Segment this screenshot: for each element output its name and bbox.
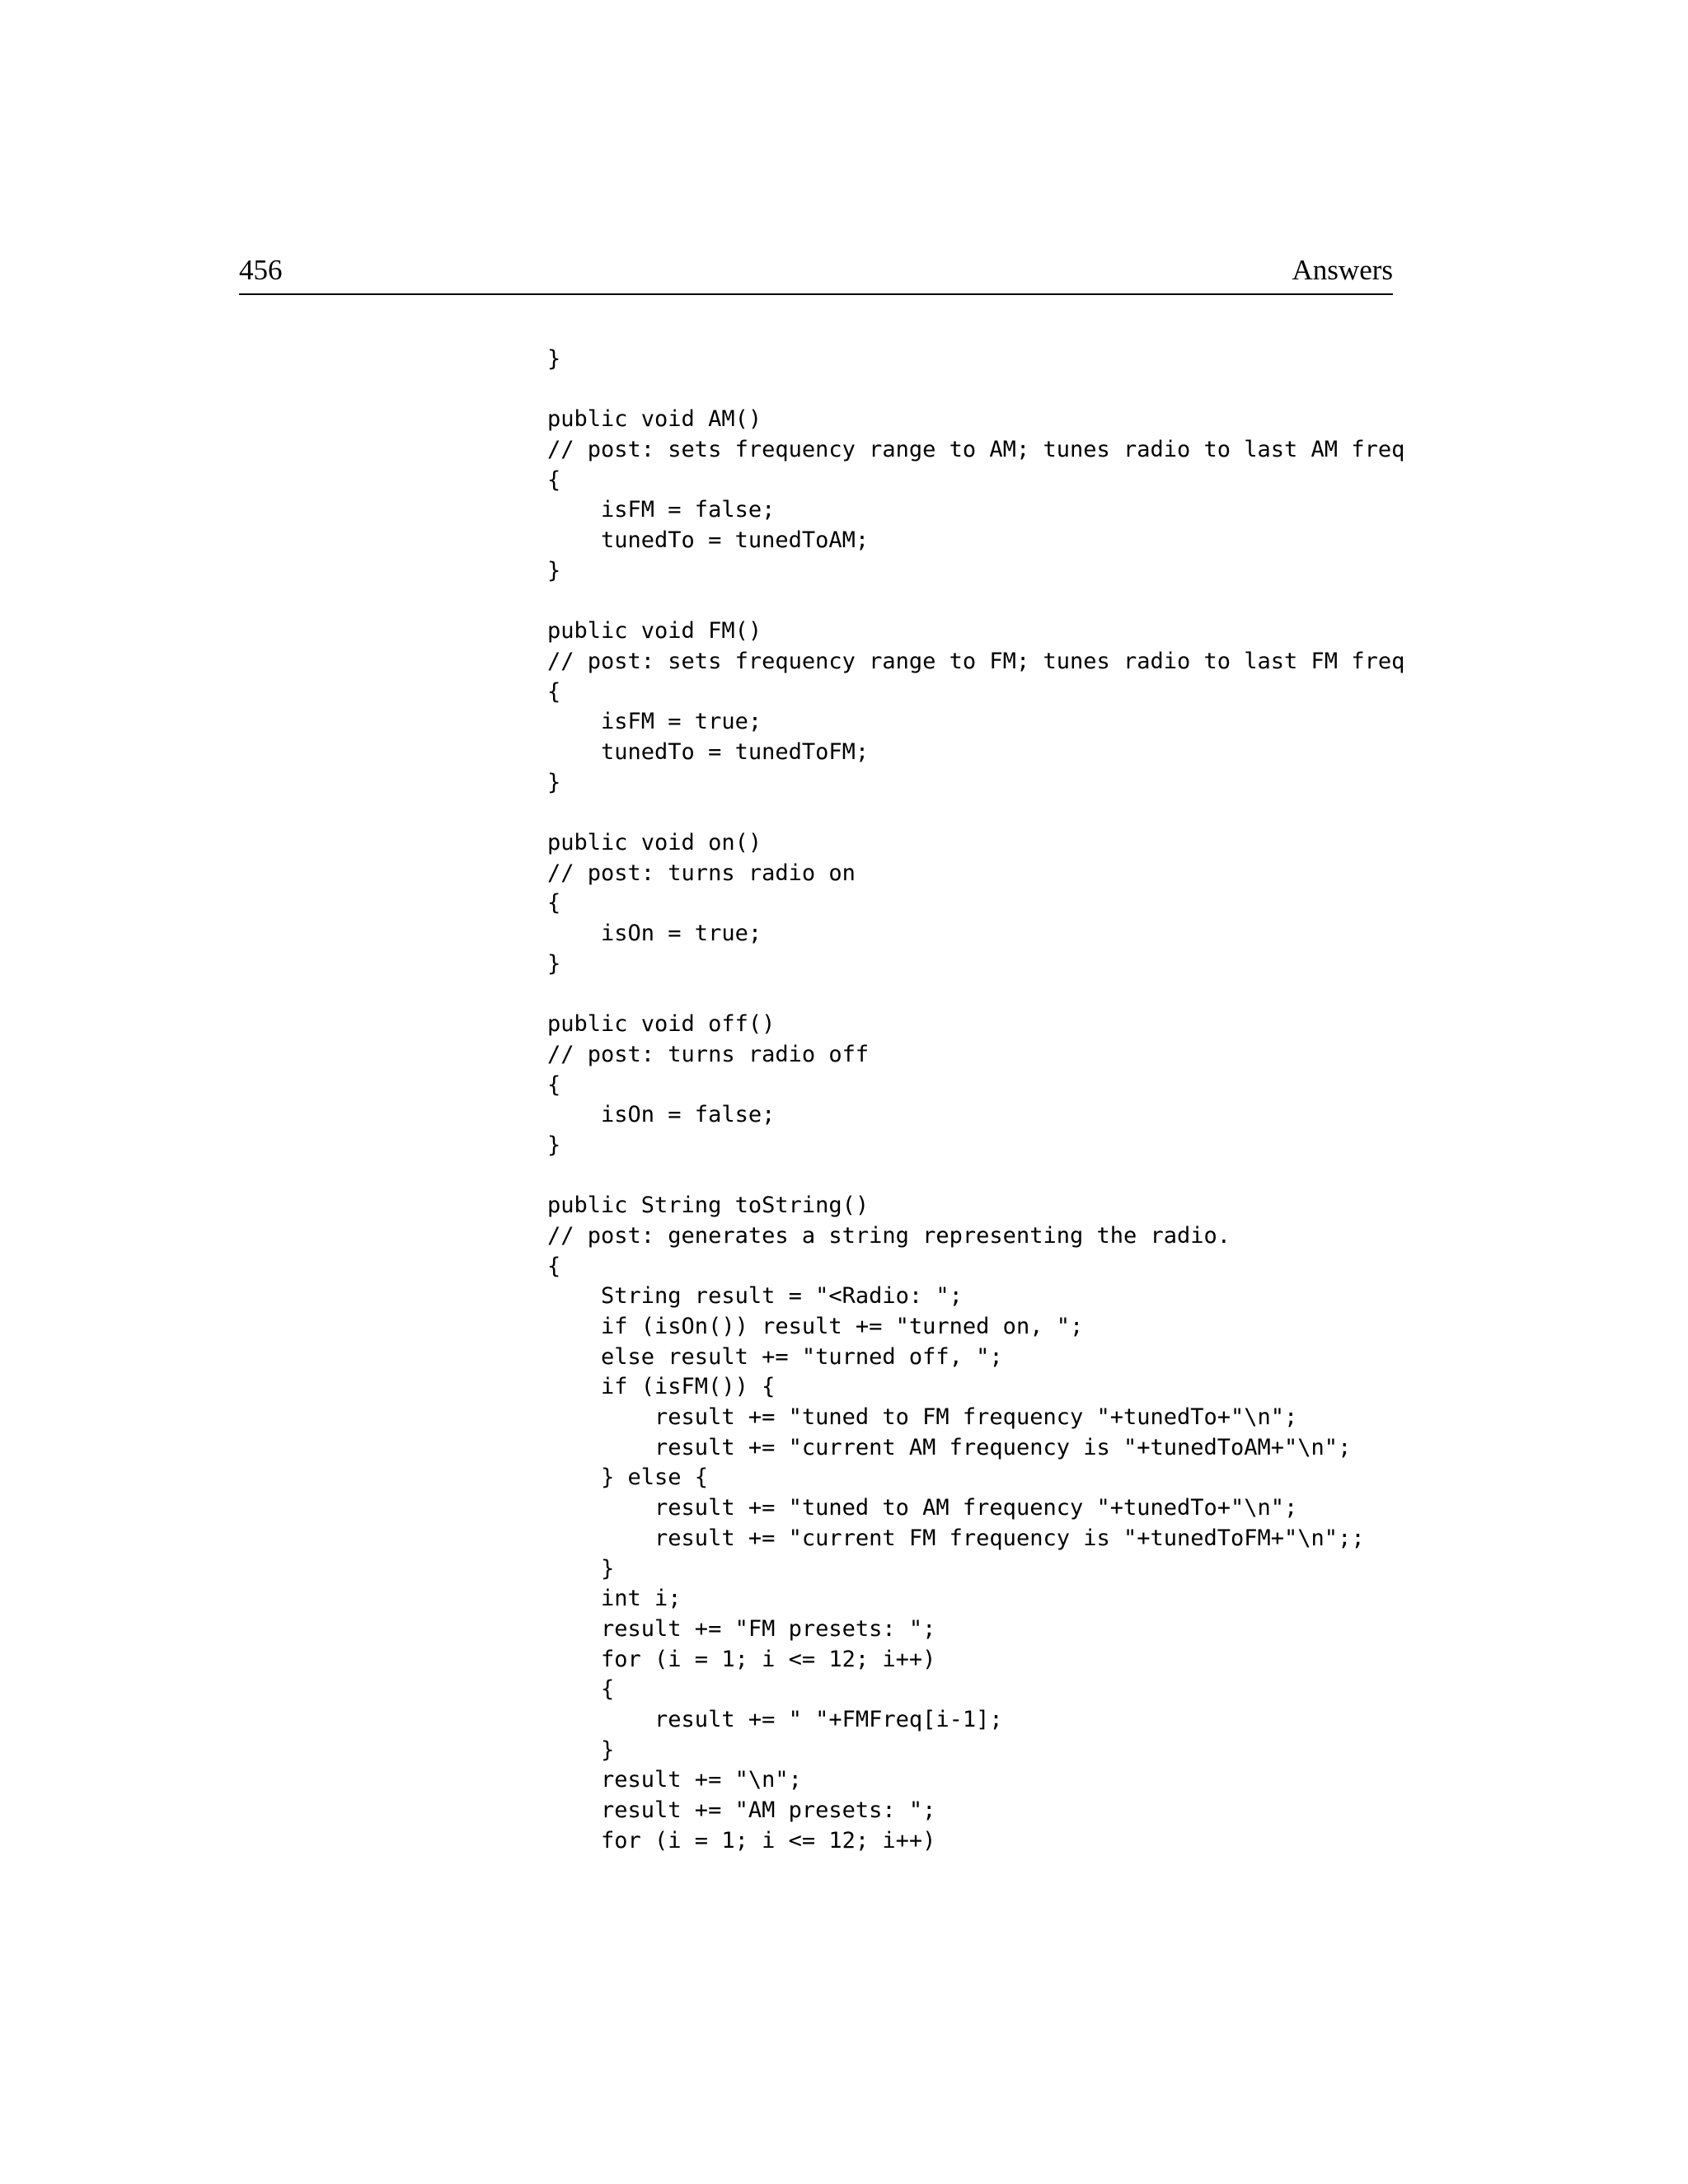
code-line: result += "current AM frequency is "+tunedToAM+"\n"; [547,1434,1352,1460]
code-line [547,979,1404,1010]
code-line: isOn = false; [547,1102,776,1128]
code-line: result += "tuned to AM frequency "+tunedTo+"\n"; [547,1495,1298,1521]
code-line: for (i = 1; i <= 12; i++) [547,1646,936,1672]
code-line: } [547,1132,561,1158]
code-line: tunedTo = tunedToFM; [547,738,870,765]
code-listing [547,344,1404,1856]
code-line: for (i = 1; i <= 12; i++) [547,1827,936,1854]
code-line: public String toString() [547,1193,870,1219]
code-line: int i; [547,1586,682,1612]
code-line: // post: turns radio on [547,860,856,886]
code-line: // post: sets frequency range to FM; tunes radio to last FM freq [547,648,1405,674]
code-line: { [547,1071,561,1098]
code-line: result += "FM presets: "; [547,1615,936,1642]
code-line: result += "AM presets: "; [547,1797,936,1823]
code-line: isFM = true; [547,709,762,735]
code-line: public void off() [547,1011,776,1038]
code-line: String result = "<Radio: "; [547,1283,963,1310]
code-line: // post: generates a string representing the radio. [547,1222,1231,1249]
running-head: Answers [1292,254,1393,286]
code-line: } [547,346,561,372]
code-line: } [547,769,561,795]
code-line: tunedTo = tunedToAM; [547,527,870,554]
code-line [547,1161,1404,1192]
code-line: { [547,678,561,705]
code-line: { [547,1253,561,1279]
code-line: isOn = true; [547,921,762,947]
code-line: if (isOn()) result += "turned on, "; [547,1314,1084,1339]
code-line: } [547,1736,615,1763]
code-line: // post: sets frequency range to AM; tunes radio to last AM freq [547,437,1405,463]
code-line: } [547,950,561,977]
code-line [547,375,1404,405]
code-line: isFM = false; [547,497,776,523]
code-line: result += " "+FMFreq[i-1]; [547,1706,1003,1732]
page-number: 456 [239,254,283,286]
code-line: result += "tuned to FM frequency "+tunedTo+"\n"; [547,1404,1298,1431]
page-header [239,247,1393,295]
code-line: public void FM() [547,618,762,644]
code-line: } else { [547,1465,709,1491]
code-line: public void AM() [547,406,762,433]
code-line: { [547,1676,615,1703]
code-line: // post: turns radio off [547,1041,870,1067]
code-line [547,587,1404,617]
code-line: if (isFM()) { [547,1374,776,1400]
code-line: } [547,557,561,583]
code-line: } [547,1555,615,1582]
code-line: { [547,466,561,493]
code-line: result += "\n"; [547,1767,802,1793]
code-line: result += "current FM frequency is "+tunedToFM+"\n";; [547,1525,1365,1551]
code-line [547,798,1404,828]
code-line: public void on() [547,830,762,855]
code-line: { [547,890,561,916]
code-line: else result += "turned off, "; [547,1343,1003,1370]
